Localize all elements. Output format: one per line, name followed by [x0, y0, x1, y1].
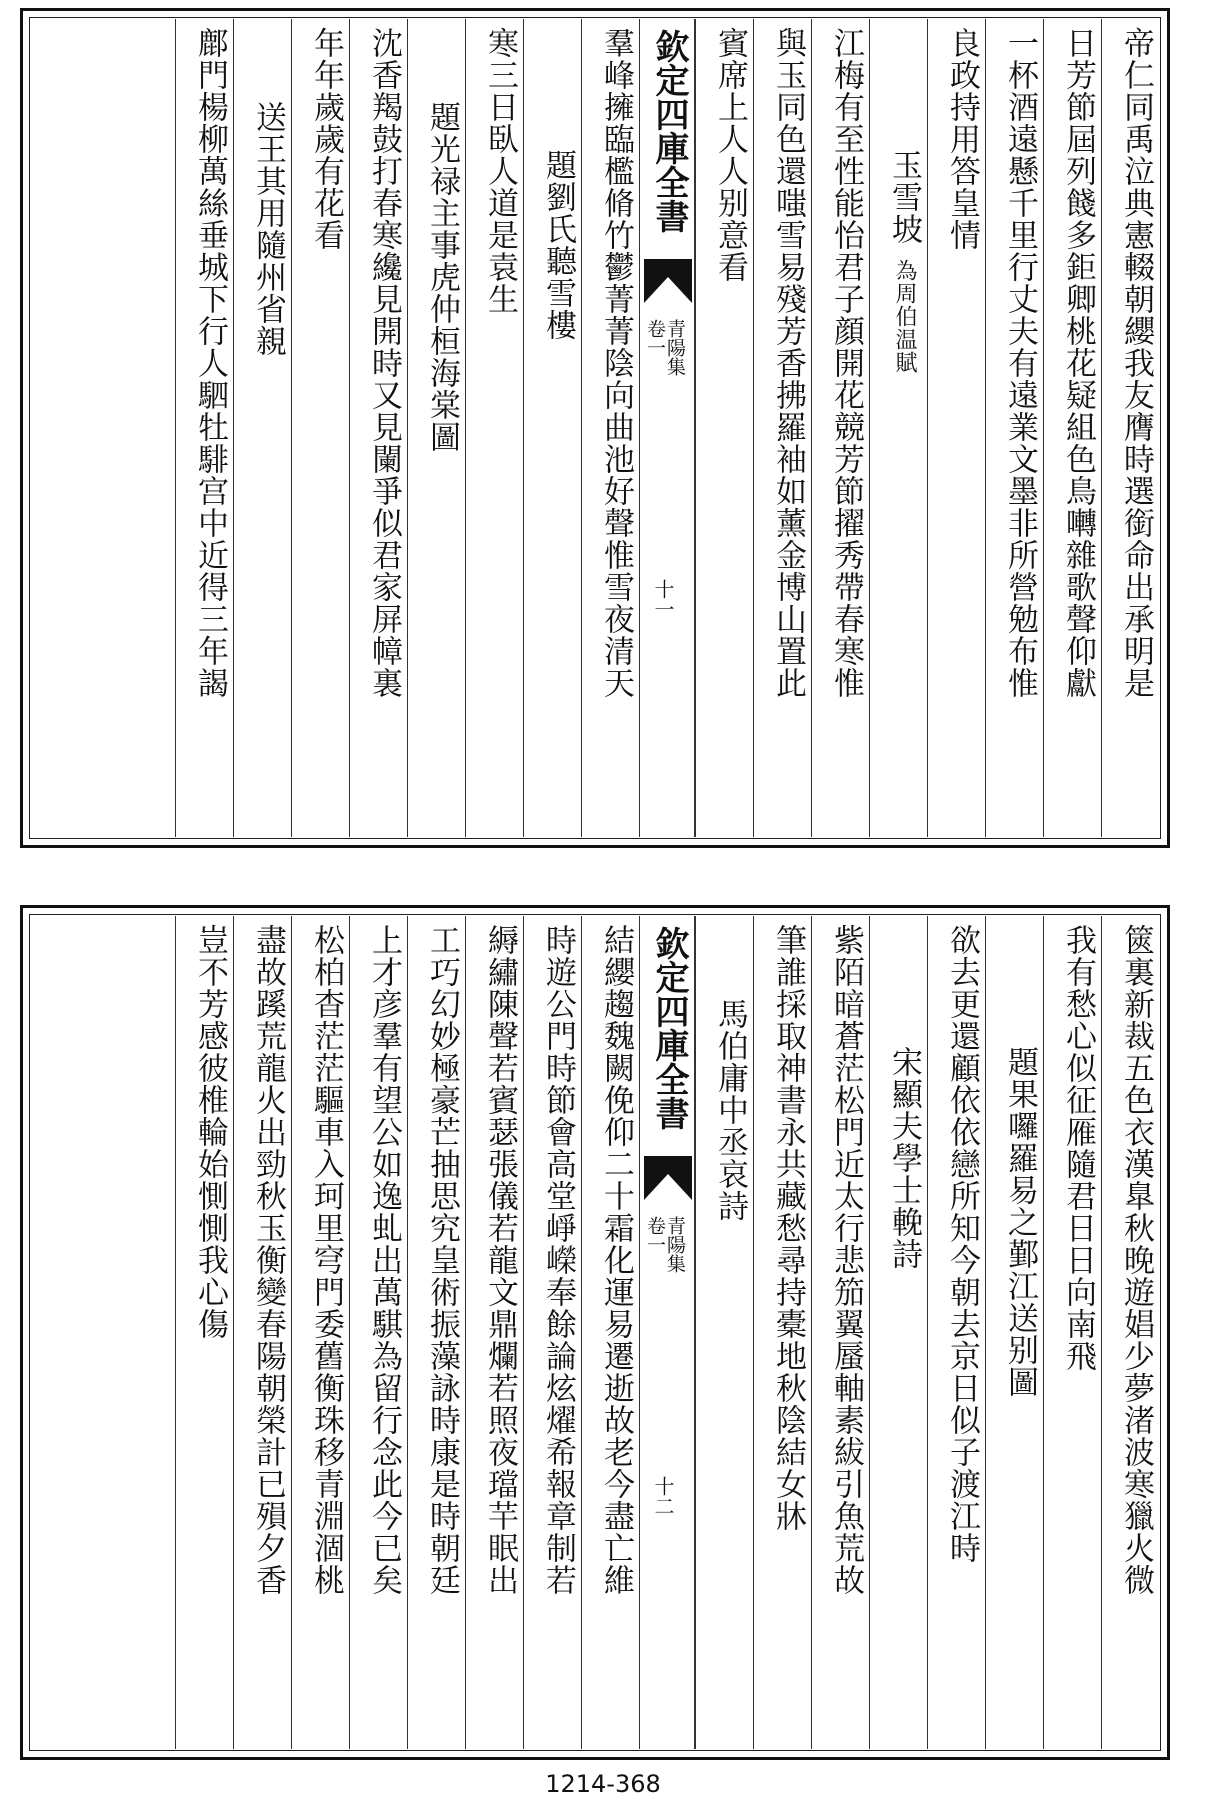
text-column: 上才彦羣有望公如逸虬出萬騏為留行念此今已矣 [349, 916, 407, 1749]
poem-title: 題光禄主事虎仲桓海棠圖 [407, 19, 465, 837]
text-column: 鄜門楊柳萬絲垂城下行人駟牡騑宫中近得三年謁 [175, 19, 233, 837]
top-page [20, 8, 1170, 848]
text-column: 賓席上人人别意看 [695, 19, 753, 837]
poem-title: 馬伯庸中丞哀詩 [695, 916, 753, 1749]
text-column: 紫陌暗蒼茫松門近太行悲笳翼蜃軸素紱引魚荒故 [811, 916, 869, 1749]
text-column: 良政持用答皇情 [927, 19, 985, 837]
text-column: 豈不芳感彼椎輪始惻惻我心傷 [175, 916, 233, 1749]
text-column: 筆誰採取神書永共藏愁尋持橐地秋陰結女牀 [753, 916, 811, 1749]
text-column: 一杯酒遠懸千里行丈夫有遠業文墨非所營勉布惟 [985, 19, 1043, 837]
poem-title: 宋顯夫學士輓詩 [869, 916, 927, 1749]
poem-title-column [869, 19, 927, 837]
text-column: 松柏杳茫茫驅車入珂里穹門委舊衡珠移青淵涸桃 [291, 916, 349, 1749]
poem-title: 題劉氏聽雪樓 [523, 19, 581, 837]
bottom-page [20, 905, 1170, 1760]
text-column: 我有愁心似征雁隨君日日向南飛 [1043, 916, 1101, 1749]
title-note: 為周伯温賦 [892, 259, 917, 374]
book-title: 欽定四庫全書 [649, 926, 689, 1130]
poem-title: 題果囉羅易之鄞江送别圖 [985, 916, 1043, 1749]
collection-name: 青陽集 [664, 1216, 686, 1273]
text-column: 沈香羯鼓打春寒纔見開時又見闌爭似君家屏幛裏 [349, 19, 407, 837]
fishtail-mark-icon [644, 1156, 692, 1200]
volume-label: 卷一 [644, 319, 666, 357]
poem-title: 玉雪坡 [886, 149, 922, 245]
page-number: 十一 [651, 579, 675, 619]
collection-name: 青陽集 [664, 319, 686, 376]
text-column: 年年歲歲有花看 [291, 19, 349, 837]
poem-title: 送王其用隨州省親 [233, 19, 291, 837]
text-column: 寒三日臥人道是袁生 [465, 19, 523, 837]
page-footer-reference: 1214-368 [545, 1770, 661, 1798]
text-column: 篋裏新裁五色衣漢臯秋晚遊娼少夢渚波寒獵火微 [1101, 916, 1159, 1749]
text-column: 欲去更還顧依依戀所知今朝去京日似子渡江時 [927, 916, 985, 1749]
fishtail-mark-icon [644, 259, 692, 303]
text-column: 縟繡陳聲若賓瑟張儀若龍文鼎爛若照夜璫芉眠出 [465, 916, 523, 1749]
text-column: 盡故蹊荒龍火出勁秋玉衡變春陽朝榮計已殞夕香 [233, 916, 291, 1749]
text-column: 帝仁同禹泣典憲輟朝纓我友膺時選銜命出承明是 [1101, 19, 1159, 837]
book-title: 欽定四庫全書 [649, 29, 689, 233]
text-column: 時遊公門時節會高堂崢嶸奉餘論炫燿希報章制若 [523, 916, 581, 1749]
volume-label: 卷一 [644, 1216, 666, 1254]
center-fold-column [639, 19, 695, 837]
text-column: 結纓趨魏闕俛仰二十霜化運易遷逝故老今盡亡維 [581, 916, 639, 1749]
text-column: 日芳節屆列餞多鉅卿桃花疑組色鳥囀雜歌聲仰獻 [1043, 19, 1101, 837]
center-fold-column [639, 916, 695, 1749]
text-column: 江梅有至性能怡君子顔開花競芳節擢秀帶春寒惟 [811, 19, 869, 837]
text-column: 工巧幻妙極豪芒抽思究皇術振藻詠時康是時朝廷 [407, 916, 465, 1749]
text-column: 與玉同色還嗤雪易殘芳香拂羅袖如薰金博山置此 [753, 19, 811, 837]
text-column: 羣峰擁臨檻脩竹鬱菁菁陰向曲池好聲惟雪夜清天 [581, 19, 639, 837]
page-number: 十二 [651, 1476, 675, 1516]
